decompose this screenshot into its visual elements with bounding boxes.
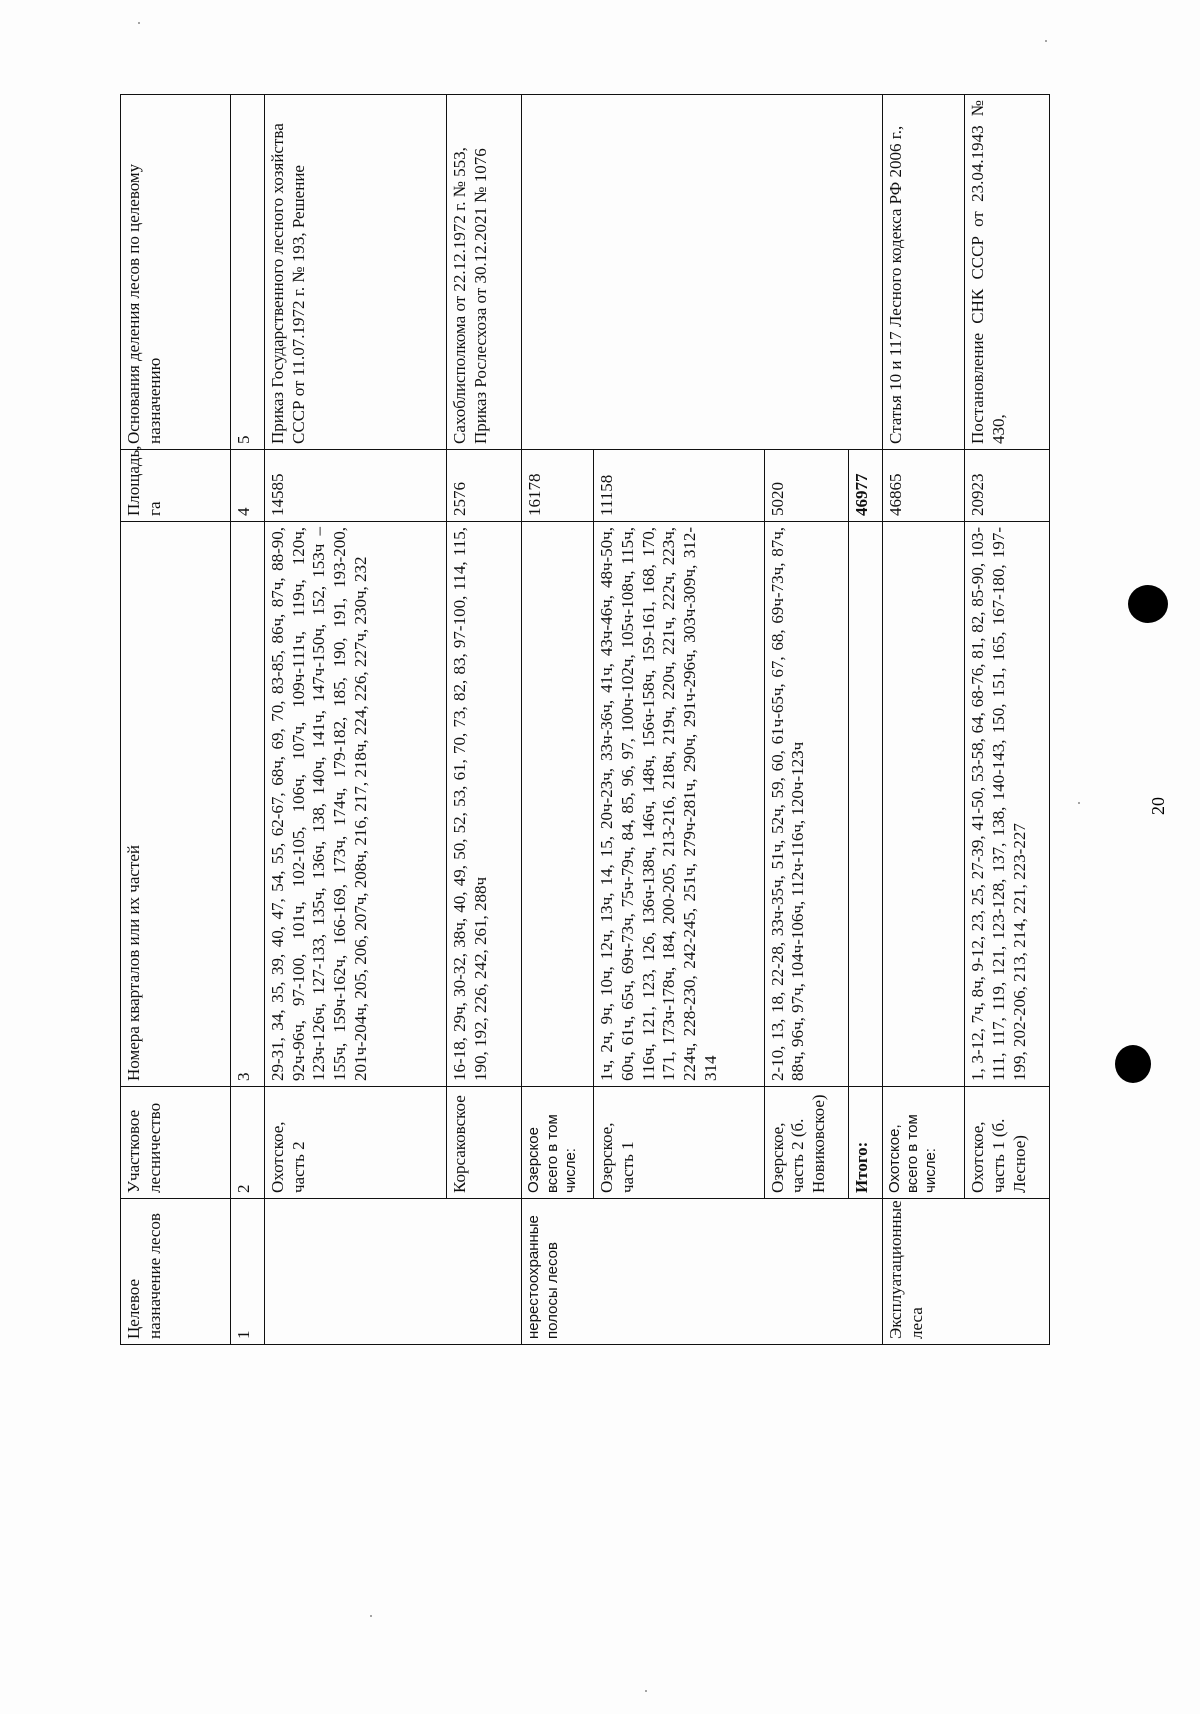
column-number: 4 [231,450,265,522]
column-number: 5 [231,95,265,450]
scan-speck [1045,40,1047,42]
area-cell: 20923 [965,450,1050,522]
scan-speck [1078,802,1080,804]
ink-blot [1128,585,1168,623]
quarters-cell: 1ч, 2ч, 9ч, 10ч, 12ч, 13ч, 14, 15, 20ч-23ч, 33ч-36ч, 41ч, 43ч-46ч, 48ч-50ч, 60ч, 61ч, 65ч, 69ч-73ч, 75ч-79ч, 84, 85, 96, 97, 100ч-102ч, 105ч-108ч, 115ч, 116ч, 121, 123, 126, 136ч-138ч, 146ч, 148ч, 156ч-158ч, 159-161, 168, 170, 171, 173ч-178ч, 184, 200-205, 213-216, 218ч, 219ч, 220ч, 221ч, 222ч, 223ч, 224ч, 228-230, 242-245, 251ч, 279ч-281ч, 290ч, 291ч-296ч, 303ч-309ч, 312-314 [594,522,765,1087]
table-row [522,95,594,1345]
quarters-cell-empty [849,522,883,1087]
quarters-cell-empty [522,522,594,1087]
forest-purpose-table [120,94,1050,1345]
total-label: Итого: [849,1087,883,1199]
forestry-cell: Корсаковское [446,1087,521,1199]
scan-speck [138,22,140,24]
basis-cell: Постановление СНК СССР от 23.04.1943 № 430, [965,95,1050,450]
quarters-cell: 2-10, 13, 18, 22-28, 33ч-35ч, 51ч, 52ч, 59, 60, 61ч-65ч, 67, 68, 69ч-73ч, 87ч, 88ч, 96ч, 97ч, 104ч-106ч, 112ч-116ч, 120ч-123ч [764,522,849,1087]
header-purpose: Целевое назначение лесов [121,1199,231,1345]
column-number: 3 [231,522,265,1087]
quarters-cell: 16-18, 29ч, 30-32, 38ч, 40, 49, 50, 52, 53, 61, 70, 73, 82, 83, 97-100, 114, 115, 190, 192, 226, 242, 261, 288ч [446,522,521,1087]
quarters-cell: 29-31, 34, 35, 39, 40, 47, 54, 55, 62-67, 68ч, 69, 70, 83-85, 86ч, 87ч, 88-90, 92ч-96ч, 97-100, 101ч, 102-105, 106ч, 107ч, 109ч-111ч, 119ч, 120ч, 123ч-126ч, 127-133, 135ч, 136ч, 138, 140ч, 141ч, 147ч-150ч, 152, 153ч – 155ч, 159ч-162ч, 166-169, 173ч, 174ч, 179-182, 185, 190, 191, 193-200, 201ч-204ч, 205, 206, 207ч, 208ч, 216, 217, 218ч, 224, 226, 227ч, 230ч, 232 [264,522,446,1087]
quarters-cell: 1, 3-12, 7ч, 8ч, 9-12, 23, 25, 27-39, 41-50, 53-58, 64, 68-76, 81, 82, 85-90, 103-111, 117, 119, 121, 123-128, 137, 138, 140-143, 150, 151, 165, 167-180, 197-199, 202-206, 213, 214, 221, 223-227 [965,522,1050,1087]
header-basis: Основания деления лесов по целевому назначению [121,95,231,450]
purpose-cell-empty [264,1199,522,1345]
column-number: 2 [231,1087,265,1199]
page-number: 20 [1148,797,1168,815]
area-cell: 16178 [522,450,594,522]
scan-speck [645,1690,647,1692]
header-forestry: Участковое лесничество [121,1087,231,1199]
forestry-cell: Охотское, часть 2 [264,1087,446,1199]
ink-blot [1115,1045,1151,1083]
table-row [446,95,521,1345]
area-cell: 11158 [594,450,765,522]
column-number: 1 [231,1199,265,1345]
forestry-cell: Охотское, часть 1 (б. Лесное) [965,1087,1050,1199]
table-row [965,95,1050,1345]
forestry-cell: Охотское, всего в том числе: [882,1087,964,1199]
area-cell: 5020 [764,450,849,522]
rotated-table-wrapper [120,95,1050,1345]
basis-cell-empty [522,95,883,450]
quarters-cell-empty [882,522,964,1087]
area-cell: 14585 [264,450,446,522]
basis-cell: Статья 10 и 117 Лесного кодекса РФ 2006 г., [882,95,964,450]
area-cell: 2576 [446,450,521,522]
total-area: 46977 [849,450,883,522]
basis-cell: Приказ Государственного лесного хозяйства СССР от 11.07.1972 г. № 193, Решение [264,95,446,450]
forestry-cell: Озерское, часть 2 (б. Новиковское) [764,1087,849,1199]
column-number-row [231,95,265,1345]
table-row [882,95,964,1345]
header-row [121,95,231,1345]
header-quarters: Номера кварталов или их частей [121,522,231,1087]
table-row [264,95,446,1345]
forestry-cell: Озерское всего в том числе: [522,1087,594,1199]
purpose-cell: нерестоохранные полосы лесов [522,1199,883,1345]
basis-cell: Сахоблисполкома от 22.12.1972 г. № 553, Приказ Рослесхоза от 30.12.2021 № 1076 [446,95,521,450]
header-area: Площадь, га [121,450,231,522]
purpose-cell: Эксплуатационные леса [882,1199,1049,1345]
scan-speck [370,1615,372,1617]
area-cell: 46865 [882,450,964,522]
forestry-cell: Озерское, часть 1 [594,1087,765,1199]
